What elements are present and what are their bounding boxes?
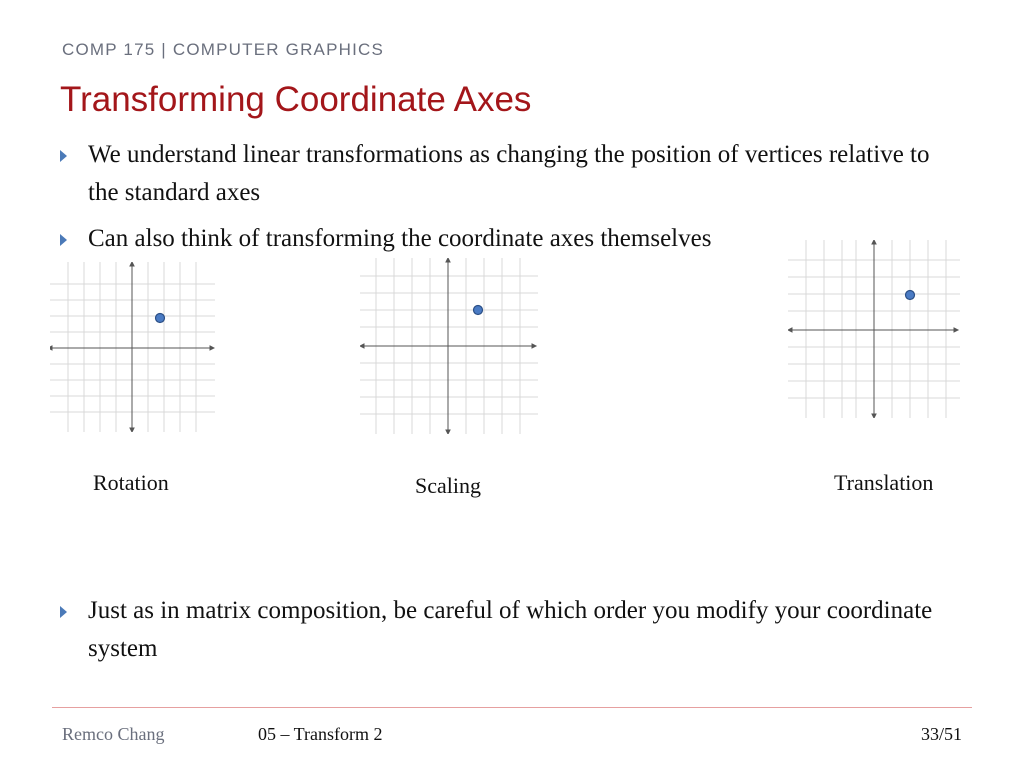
slide-title: Transforming Coordinate Axes: [60, 80, 532, 119]
bullet-text: Can also think of transforming the coordinate axes themselves: [88, 225, 712, 252]
footer-deck-title: 05 – Transform 2: [258, 724, 383, 744]
translation-caption: Translation: [834, 470, 934, 495]
footer-page-number: 33/51: [920, 724, 962, 744]
scaling-grid-figure: [360, 258, 538, 434]
bullet-item: [60, 592, 950, 668]
rotation-grid-graphic: [50, 262, 215, 432]
rotation-grid-figure: [50, 262, 215, 432]
bullet-text: Just as in matrix composition, be careful of which order you modify your coordinate system: [88, 597, 933, 662]
bullet-arrow-icon: [60, 150, 67, 162]
bullet-arrow-icon: [60, 606, 67, 618]
bullet-item: [60, 136, 950, 212]
course-label: COMP 175 | COMPUTER GRAPHICS: [62, 40, 385, 59]
footer-author: Remco Chang: [62, 724, 165, 744]
bullet-text: We understand linear transformations as changing the position of vertices relative to the standard axes: [88, 141, 930, 206]
scaling-caption: Scaling: [415, 473, 481, 498]
footer-divider: [52, 707, 972, 708]
scaling-grid-graphic: [360, 258, 538, 434]
rotation-caption: Rotation: [93, 470, 169, 495]
translation-grid-figure: [788, 240, 960, 418]
translation-grid-graphic: [788, 240, 960, 418]
bullet-arrow-icon: [60, 234, 67, 246]
